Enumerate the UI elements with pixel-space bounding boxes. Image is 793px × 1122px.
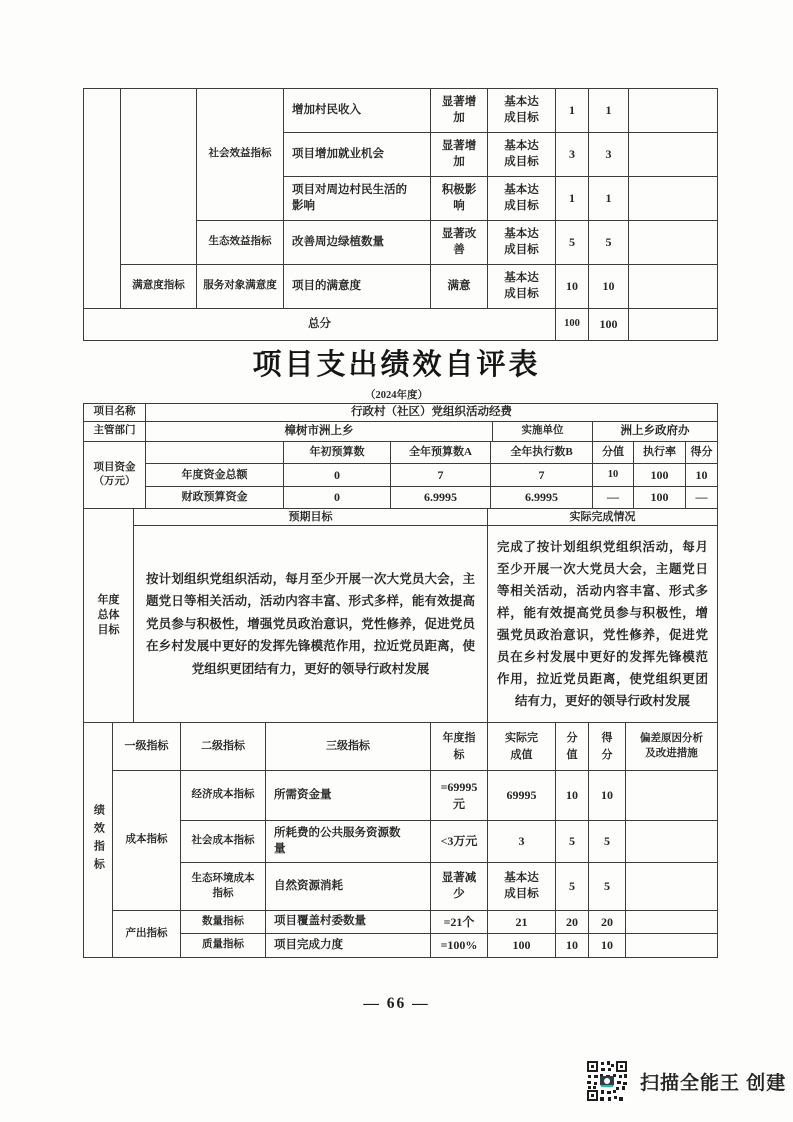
cell-target: 显著增加 — [431, 133, 488, 177]
cell-deviation-blank — [629, 265, 718, 309]
cell-deviation-blank — [629, 133, 718, 177]
cell-lvl2: 服务对象满意度 — [197, 265, 284, 309]
cell-deviation-blank — [629, 221, 718, 265]
actual-result-text: 完成了按计划组织党组织活动，每月至少开展一次大党员大会，主题党日等相关活动，活动内容丰富、形式多样，能有效提高党员参与积极性，增强党员政治意识，党性修养，促进党员在乡村发展中更好的发挥先锋模范作用，拉近党员距离，使党组织更团结有力，更好的领导行政村发展 — [488, 526, 718, 723]
header-target-text: 年度指标 — [442, 732, 476, 761]
funds-points: 10 — [593, 464, 634, 487]
cell-lvl1: 产出指标 — [113, 911, 181, 958]
funds-points: — — [593, 487, 634, 509]
annual-goal-section — [83, 508, 718, 723]
cell-item: 增加村民收入 — [284, 89, 431, 133]
cell-target: =100% — [431, 934, 488, 958]
cell-points: 20 — [556, 911, 589, 934]
dept-label: 主管部门 — [84, 422, 146, 442]
cell-lvl2: 数量指标 — [181, 911, 266, 934]
header-actual — [488, 723, 556, 771]
cell-lvl3: 自然资源消耗 — [266, 863, 431, 911]
cell-deviation-blank — [629, 309, 718, 341]
funds-initial: 0 — [284, 464, 391, 487]
cell-points: 1 — [556, 177, 589, 221]
cell-score: 1 — [589, 177, 629, 221]
total-score: 100 — [589, 309, 629, 341]
funds-label: 项目资金（万元） — [84, 442, 146, 509]
funds-header-budget: 全年预算数A — [391, 442, 491, 464]
cell-actual: 基本达成目标 — [488, 89, 556, 133]
cell-lvl3: 所需资金量 — [266, 771, 431, 821]
table-row — [84, 404, 718, 422]
cell-deviation-blank — [626, 934, 718, 958]
watermark-text: 扫描全能王 创建 — [640, 1072, 787, 1094]
funds-executed: 7 — [491, 464, 593, 487]
cell-section-blank — [84, 89, 121, 309]
funds-header-rate: 执行率 — [634, 442, 686, 464]
total-label: 总分 — [84, 309, 556, 341]
header-lvl2: 二级指标 — [181, 723, 266, 771]
table-row — [84, 526, 718, 723]
cell-score: 1 — [589, 89, 629, 133]
funds-row-label: 年度资金总额 — [146, 464, 284, 487]
table-row — [84, 442, 718, 464]
cell-actual: 100 — [488, 934, 556, 958]
page-number: — 66 — — [363, 995, 430, 1012]
cell-points: 5 — [556, 863, 589, 911]
cell-points: 5 — [556, 221, 589, 265]
header-lvl1: 一级指标 — [113, 723, 181, 771]
actual-result-header: 实际完成情况 — [488, 509, 718, 526]
cell-lvl3: 项目完成力度 — [266, 934, 431, 958]
funds-row-label: 财政预算资金 — [146, 487, 284, 509]
table-row — [84, 487, 718, 509]
table-row — [84, 422, 718, 442]
table-row — [84, 265, 718, 309]
cell-score: 10 — [589, 771, 626, 821]
cell-deviation-blank — [626, 911, 718, 934]
header-target — [431, 723, 488, 771]
cell-actual: 基本达成目标 — [488, 221, 556, 265]
cell-actual: 21 — [488, 911, 556, 934]
total-points: 100 — [556, 309, 589, 341]
cell-target: 显著减少 — [431, 863, 488, 911]
cell-score: 5 — [589, 821, 626, 863]
funds-executed: 6.9995 — [491, 487, 593, 509]
project-name-value: 行政村（社区）党组织活动经费 — [146, 404, 718, 422]
cell-lvl2: 社会效益指标 — [197, 89, 284, 221]
cell-score: 20 — [589, 911, 626, 934]
cell-lvl2: 经济成本指标 — [181, 771, 266, 821]
cell-item: 项目增加就业机会 — [284, 133, 431, 177]
cell-points: 3 — [556, 133, 589, 177]
cell-points: 10 — [556, 934, 589, 958]
cell-deviation-blank — [626, 863, 718, 911]
cell-points: 1 — [556, 89, 589, 133]
project-info-section — [83, 403, 718, 442]
funds-header-executed: 全年执行数B — [491, 442, 593, 464]
expected-goal-text: 按计划组织党组织活动，每月至少开展一次大党员大会，主题党日等相关活动，活动内容丰富、形式多样，能有效提高党员参与积极性，增强党员政治意识，党性修养，促进党员在乡村发展中更好的发挥先锋模范作用，拉近党员距离，使党组织更团结有力，更好的领导行政村发展 — [134, 526, 488, 723]
cell-item: 项目的满意度 — [284, 265, 431, 309]
funds-initial: 0 — [284, 487, 391, 509]
cell-actual: 3 — [488, 821, 556, 863]
cell-target: 积极影响 — [431, 177, 488, 221]
cell-item: 项目对周边村民生活的影响 — [284, 177, 431, 221]
self-evaluation-table — [83, 403, 718, 958]
scanner-watermark — [586, 1060, 786, 1102]
table-row — [84, 89, 718, 133]
cell-target: =69995元 — [431, 771, 488, 821]
cell-points: 5 — [556, 821, 589, 863]
header-score-text: 得分 — [601, 732, 613, 761]
impl-unit-value: 洲上乡政府办 — [593, 422, 718, 442]
cell-lvl3: 项目覆盖村委数量 — [266, 911, 431, 934]
cell-deviation-blank — [629, 177, 718, 221]
cell-lvl2: 生态效益指标 — [197, 221, 284, 265]
funds-header-initial: 年初预算数 — [284, 442, 391, 464]
funds-rate: 100 — [634, 464, 686, 487]
cell-score: 5 — [589, 221, 629, 265]
cell-lvl2: 质量指标 — [181, 934, 266, 958]
cell-actual: 基本达成目标 — [488, 133, 556, 177]
page-subtitle: （2024年度） — [365, 390, 428, 401]
cell-points: 10 — [556, 265, 589, 309]
cell-score: 5 — [589, 863, 626, 911]
page-title: 项目支出绩效自评表 — [252, 349, 541, 381]
cell-actual: 基本达成目标 — [488, 863, 556, 911]
cell-score: 10 — [589, 934, 626, 958]
header-deviation: 偏差原因分析及改进措施 — [626, 723, 718, 771]
cell-lvl2: 生态环境成本指标 — [181, 863, 266, 911]
project-name-label: 项目名称 — [84, 404, 146, 422]
cell-item: 改善周边绿植数量 — [284, 221, 431, 265]
carryover-indicators-table — [83, 88, 718, 341]
header-actual-text: 实际完成值 — [505, 732, 538, 761]
funds-header-blank — [146, 442, 284, 464]
cell-lvl1: 成本指标 — [113, 771, 181, 911]
cell-lvl2: 社会成本指标 — [181, 821, 266, 863]
funds-section — [83, 441, 718, 509]
header-points-text: 分值 — [566, 732, 578, 761]
table-row — [84, 464, 718, 487]
cell-target: 显著增加 — [431, 89, 488, 133]
cell-target: <3万元 — [431, 821, 488, 863]
cell-target: 满意 — [431, 265, 488, 309]
dept-value: 樟树市洲上乡 — [146, 422, 493, 442]
cell-deviation-blank — [629, 89, 718, 133]
cell-lvl3: 所耗费的公共服务资源数量 — [266, 821, 431, 863]
cell-actual: 基本达成目标 — [488, 177, 556, 221]
cell-actual: 基本达成目标 — [488, 265, 556, 309]
table-row — [84, 723, 718, 771]
funds-header-score: 得分 — [686, 442, 718, 464]
funds-budget: 7 — [391, 464, 491, 487]
cell-deviation-blank — [626, 771, 718, 821]
table-row — [84, 911, 718, 934]
cell-score: 3 — [589, 133, 629, 177]
header-lvl3: 三级指标 — [266, 723, 431, 771]
annual-goal-label: 年度总体目标 — [84, 509, 134, 723]
header-points — [556, 723, 589, 771]
cell-deviation-blank — [626, 821, 718, 863]
cell-points: 10 — [556, 771, 589, 821]
funds-header-points: 分值 — [593, 442, 634, 464]
cell-target: =21个 — [431, 911, 488, 934]
table-row — [84, 509, 718, 526]
table-row — [84, 771, 718, 821]
impl-unit-label: 实施单位 — [493, 422, 593, 442]
funds-budget: 6.9995 — [391, 487, 491, 509]
indicators-section — [83, 722, 718, 958]
header-score — [589, 723, 626, 771]
total-row — [84, 309, 718, 341]
funds-rate: 100 — [634, 487, 686, 509]
indicators-label: 绩效指标 — [84, 723, 113, 958]
cell-target: 显著改善 — [431, 221, 488, 265]
cell-lvl1-blank — [121, 89, 197, 265]
funds-score: — — [686, 487, 718, 509]
expected-goal-header: 预期目标 — [134, 509, 488, 526]
cell-score: 10 — [589, 265, 629, 309]
qr-code-icon — [586, 1060, 628, 1102]
cell-actual: 69995 — [488, 771, 556, 821]
funds-score: 10 — [686, 464, 718, 487]
cell-lvl1: 满意度指标 — [121, 265, 197, 309]
